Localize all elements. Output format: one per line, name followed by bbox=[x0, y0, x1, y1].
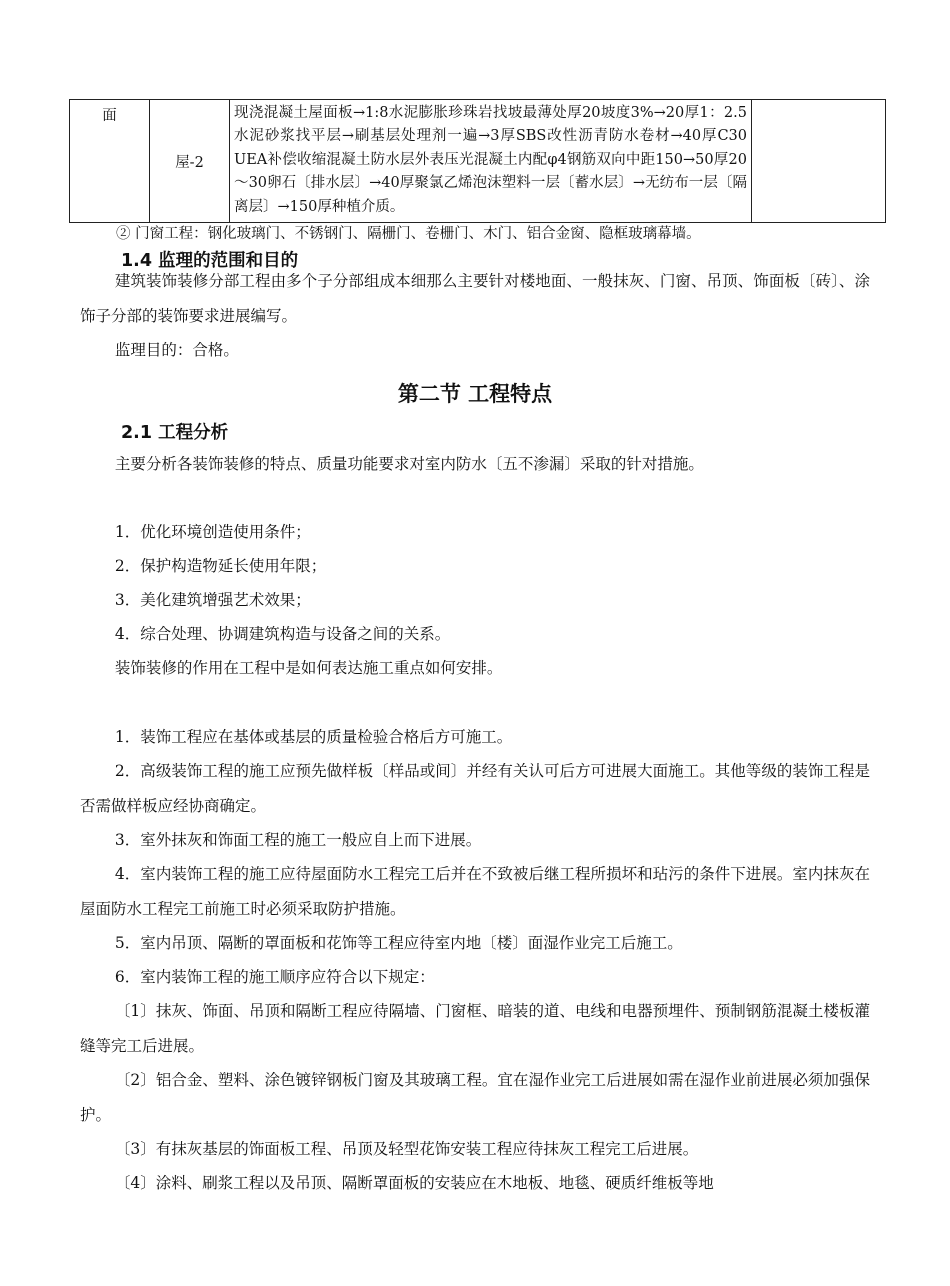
list-item: 1．优化环境创造使用条件； bbox=[114, 523, 311, 541]
list-item: 2．高级装饰工程的施工应预先做样板〔样品或间〕并经有关认可后方可进展大面施工。其他等级的装饰工程是否需做样板应经协商确定。 bbox=[80, 762, 870, 815]
table-cell-description: 现浇混凝土屋面板→1:8水泥膨胀珍珠岩找坡最薄处厚20坡度3%→20厚1：2.5水泥砂浆找平层→刷基层处理剂一遍→3厚SBS改性沥青防水卷材→40厚C30 UEA补偿收缩混凝土防水层外表压光混凝土内配φ4钢筋双向中距150→50厚20～30卵石〔排水层〕→40厚聚氯乙烯泡沫塑料一层〔蓄水层〕→无纺布一层〔隔离层〕→150厚种植介质。 bbox=[230, 100, 752, 223]
list-item: 6．室内装饰工程的施工顺序应符合以下规定： bbox=[114, 968, 435, 986]
chapter-title: 第二节 工程特点 bbox=[397, 382, 553, 406]
list-item: 〔4〕涂料、刷浆工程以及吊顶、隔断罩面板的安装应在木地板、地毯、硬质纤维板等地 bbox=[114, 1174, 714, 1192]
paragraph-question: 装饰装修的作用在工程中是如何表达施工重点如何安排。 bbox=[114, 659, 503, 677]
roof-spec-table bbox=[69, 99, 886, 223]
list-item: 〔3〕有抹灰基层的饰面板工程、吊顶及轻型花饰安装工程应待抹灰工程完工后进展。 bbox=[114, 1140, 699, 1158]
table-row bbox=[70, 100, 886, 223]
list-item: 5．室内吊顶、隔断的罩面板和花饰等工程应待室内地〔楼〕面湿作业完工后施工。 bbox=[114, 934, 683, 952]
list-item: 〔1〕抹灰、饰面、吊顶和隔断工程应待隔墙、门窗框、暗装的道、电线和电器预埋件、预制钢筋混凝土楼板灌缝等完工后进展。 bbox=[80, 1002, 870, 1055]
doors-windows-note: ② 门窗工程：钢化玻璃门、不锈钢门、隔栅门、卷栅门、木门、铝合金窗、隐框玻璃幕墙。 bbox=[116, 226, 701, 242]
list-item: 4．综合处理、协调建筑构造与设备之间的关系。 bbox=[114, 625, 451, 643]
list-item: 4．室内装饰工程的施工应待屋面防水工程完工后并在不致被后继工程所损坏和玷污的条件下进展。室内抹灰在屋面防水工程完工前施工时必须采取防护措施。 bbox=[80, 865, 870, 918]
list-item: 1．装饰工程应在基体或基层的质量检验合格后方可施工。 bbox=[114, 728, 513, 746]
paragraph-intro: 主要分析各装饰装修的特点、质量功能要求对室内防水〔五不渗漏〕采取的针对措施。 bbox=[114, 455, 704, 473]
paragraph-scope: 建筑装饰装修分部工程由多个子分部组成本细那么主要针对楼地面、一般抹灰、门窗、吊顶、饰面板〔砖〕、涂饰子分部的装饰要求进展编写。 bbox=[80, 272, 870, 325]
section-heading-1-4: 1.4 监理的范围和目的 bbox=[121, 251, 299, 271]
section-heading-2-1: 2.1 工程分析 bbox=[121, 423, 229, 443]
paragraph-goal: 监理目的：合格。 bbox=[114, 341, 239, 359]
list-item: 3．美化建筑增强艺术效果； bbox=[114, 591, 311, 609]
list-item: 〔2〕铝合金、塑料、涂色镀锌钢板门窗及其玻璃工程。宜在湿作业完工后进展如需在湿作业前进展必须加强保护。 bbox=[80, 1071, 870, 1124]
list-item: 2．保护构造物延长使用年限； bbox=[114, 557, 327, 575]
list-item: 3．室外抹灰和饰面工程的施工一般应自上而下进展。 bbox=[114, 831, 482, 849]
table-cell-code: 屋-2 bbox=[150, 100, 230, 223]
table-cell-empty bbox=[752, 100, 886, 223]
table-cell-category: 面 bbox=[70, 100, 150, 223]
